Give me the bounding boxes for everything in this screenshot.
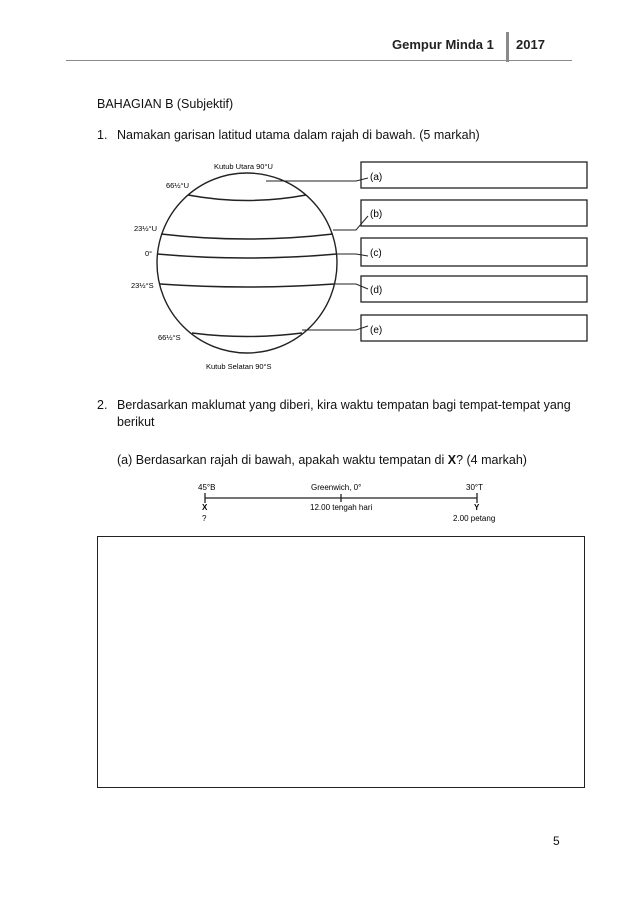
header-rule bbox=[66, 60, 572, 61]
answer-box-c bbox=[361, 238, 587, 266]
answer-box-a bbox=[361, 162, 587, 188]
q2a-bold-x: X bbox=[447, 453, 457, 467]
arctic-circle-line bbox=[188, 195, 306, 201]
pointer-b bbox=[333, 216, 368, 230]
globe-latitude-figure bbox=[120, 158, 595, 373]
pointer-e bbox=[302, 326, 368, 330]
antarctic-circle-line bbox=[192, 333, 302, 337]
header-divider bbox=[506, 32, 509, 62]
point-y-time: 2.00 petang bbox=[453, 514, 496, 523]
q2a-question bbox=[117, 452, 527, 468]
right-longitude: 30°T bbox=[466, 483, 483, 492]
lat-label-66S: 66½°S bbox=[158, 333, 181, 342]
q1-text: Namakan garisan latitud utama dalam rajah di bawah. (5 markah) bbox=[117, 128, 480, 142]
pointer-d bbox=[334, 284, 368, 289]
header-title: Gempur Minda 1 bbox=[392, 37, 494, 52]
q2a-prefix: (a) Berdasarkan rajah di bawah, apakah waktu tempatan di bbox=[117, 453, 448, 467]
answer-label-a: (a) bbox=[370, 172, 383, 183]
point-x: X bbox=[202, 503, 208, 512]
mid-longitude: Greenwich, 0° bbox=[311, 483, 362, 492]
lat-label-equator: 0° bbox=[145, 249, 153, 258]
left-longitude: 45°B bbox=[198, 483, 216, 492]
north-pole-label: Kutub Utara 90°U bbox=[214, 162, 273, 171]
tropic-capricorn-line bbox=[160, 284, 334, 287]
answer-label-b: (b) bbox=[370, 209, 383, 220]
q2-text-line2: berikut bbox=[117, 415, 155, 429]
answer-label-c: (c) bbox=[370, 248, 382, 259]
south-pole-label: Kutub Selatan 90°S bbox=[206, 362, 272, 371]
answer-label-e: (e) bbox=[370, 325, 383, 336]
tropic-cancer-line bbox=[161, 234, 333, 239]
section-title: BAHAGIAN B (Subjektif) bbox=[97, 97, 234, 111]
lat-label-23S: 23½°S bbox=[131, 281, 154, 290]
answer-box-d bbox=[361, 276, 587, 302]
header-year: 2017 bbox=[516, 37, 545, 52]
answer-box-q2a[interactable] bbox=[97, 536, 585, 788]
page-number: 5 bbox=[553, 834, 560, 848]
greenwich-time: 12.00 tengah hari bbox=[310, 503, 373, 512]
point-y: Y bbox=[474, 503, 480, 512]
answer-box-b bbox=[361, 200, 587, 226]
q2a-suffix: ? (4 markah) bbox=[456, 453, 527, 467]
q1-number: 1. bbox=[97, 128, 108, 142]
q2-number: 2. bbox=[97, 398, 108, 412]
answer-label-d: (d) bbox=[370, 285, 383, 296]
lat-label-66N: 66½°U bbox=[166, 181, 190, 190]
q2-text-line1: Berdasarkan maklumat yang diberi, kira waktu tempatan bagi tempat-tempat yang bbox=[117, 398, 571, 412]
answer-box-e bbox=[361, 315, 587, 341]
equator-line bbox=[157, 254, 337, 258]
pointer-c bbox=[337, 254, 368, 256]
point-x-time: ? bbox=[202, 514, 207, 523]
longitude-timeline-figure bbox=[190, 478, 510, 530]
lat-label-23N: 23½°U bbox=[134, 224, 158, 233]
